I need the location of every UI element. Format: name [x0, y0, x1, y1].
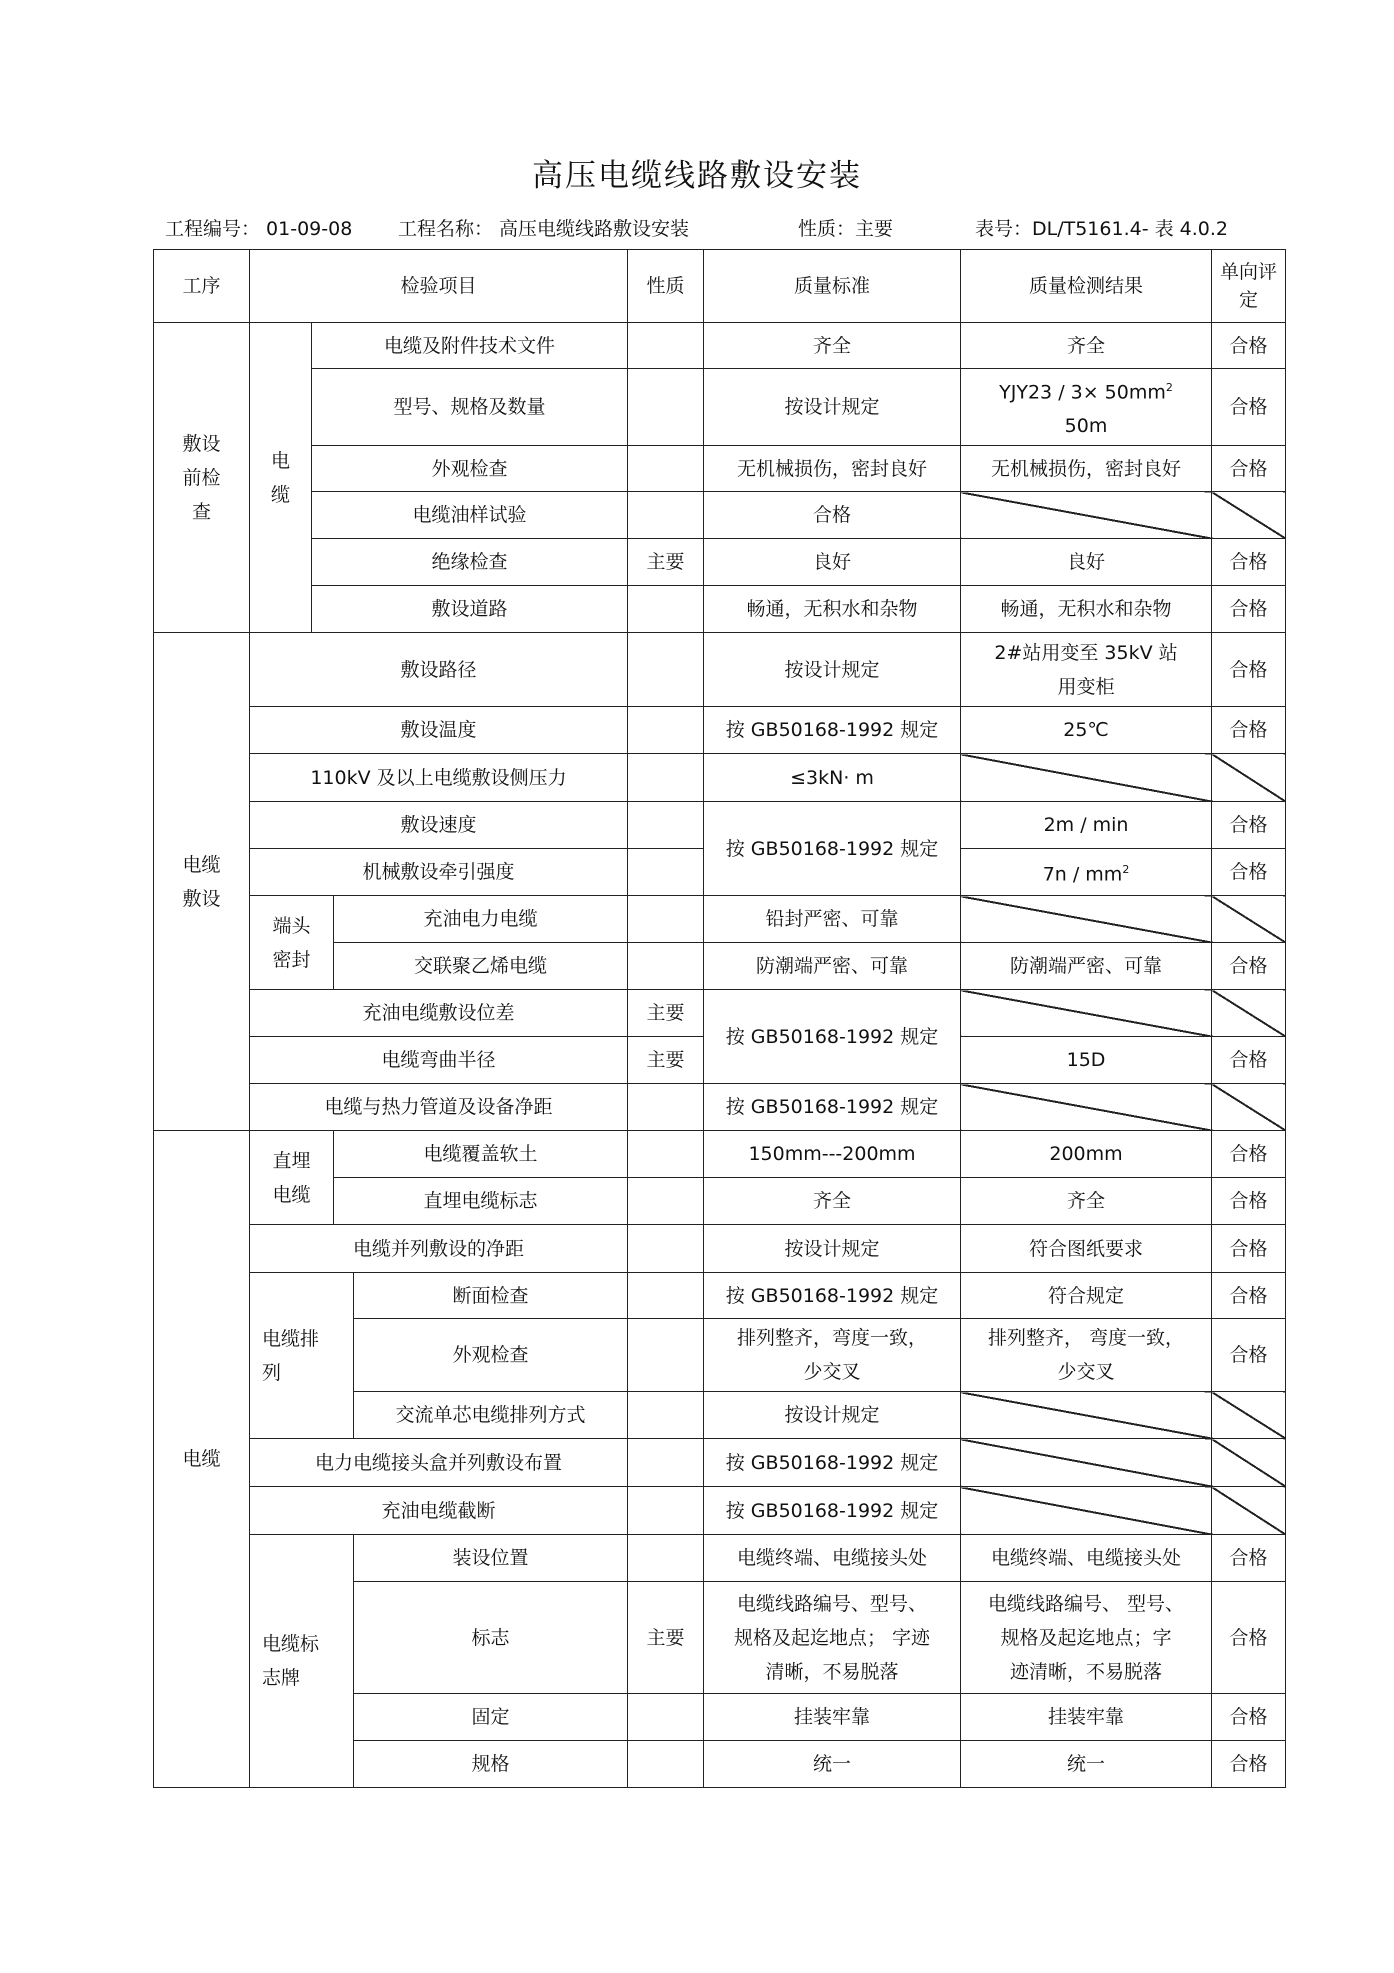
item-cell: 绝缘检查 — [312, 539, 628, 586]
item-cell: 外观检查 — [354, 1319, 628, 1392]
not-applicable-cell — [961, 896, 1212, 943]
item-cell: 电缆与热力管道及设备净距 — [250, 1084, 628, 1131]
standard-cell: 无机械损伤，密封良好 — [704, 446, 961, 492]
superscript: 2 — [1122, 863, 1130, 877]
nature-cell — [628, 1178, 704, 1225]
not-applicable-cell — [1212, 492, 1286, 539]
nature-cell — [628, 492, 704, 539]
table-row — [154, 1535, 1286, 1582]
standard-cell: 150mm---200mm — [704, 1131, 961, 1178]
result-cell — [961, 633, 1212, 707]
table-row — [154, 896, 1286, 943]
section-label: 电缆 — [154, 1131, 250, 1788]
standard-text: 电缆线路编号、型号、 — [737, 1592, 928, 1615]
result-cell: 统一 — [961, 1741, 1212, 1788]
item-cell: 交流单芯电缆排列方式 — [354, 1392, 628, 1439]
result-cell — [961, 849, 1212, 896]
rating-cell: 合格 — [1212, 1225, 1286, 1273]
result-cell — [961, 1319, 1212, 1392]
not-applicable-cell — [961, 990, 1212, 1037]
table-row — [154, 369, 1286, 446]
project-number: 工程编号： 01-09-08 — [165, 218, 353, 240]
item-cell: 电力电缆接头盒并列敷设布置 — [250, 1439, 628, 1487]
item-cell: 110kV 及以上电缆敷设侧压力 — [250, 754, 628, 802]
rating-cell: 合格 — [1212, 633, 1286, 707]
nature-cell — [628, 446, 704, 492]
subsection-label: 直埋电缆 — [250, 1131, 334, 1225]
nature-cell — [628, 1225, 704, 1273]
rating-cell: 合格 — [1212, 369, 1286, 446]
standard-cell: 合格 — [704, 492, 961, 539]
result-cell: 良好 — [961, 539, 1212, 586]
header-item: 检验项目 — [250, 250, 628, 323]
not-applicable-cell — [961, 1487, 1212, 1535]
header-nature: 性质 — [628, 250, 704, 323]
not-applicable-cell — [961, 492, 1212, 539]
header-process: 工序 — [154, 250, 250, 323]
table-row — [154, 633, 1286, 707]
result-text: 少交叉 — [1057, 1361, 1115, 1384]
not-applicable-cell — [1212, 990, 1286, 1037]
nature-cell — [628, 1694, 704, 1741]
standard-cell: 挂装牢靠 — [704, 1694, 961, 1741]
standard-cell — [704, 1582, 961, 1694]
standard-cell: 齐全 — [704, 1178, 961, 1225]
result-text: 规格及起迄地点；字 — [1000, 1626, 1172, 1649]
subsection-label: 端头密封 — [250, 896, 334, 990]
item-cell: 型号、规格及数量 — [312, 369, 628, 446]
result-cell: 无机械损伤，密封良好 — [961, 446, 1212, 492]
item-cell: 电缆并列敷设的净距 — [250, 1225, 628, 1273]
table-row — [154, 707, 1286, 754]
standard-cell: 按 GB50168-1992 规定 — [704, 990, 961, 1084]
nature-cell — [628, 1487, 704, 1535]
standard-cell: 按 GB50168-1992 规定 — [704, 1487, 961, 1535]
header-result: 质量检测结果 — [961, 250, 1212, 323]
page-title: 高压电缆线路敷设安装 — [532, 158, 862, 194]
item-cell: 充油电力电缆 — [334, 896, 628, 943]
result-text: 50m — [1064, 415, 1108, 438]
result-cell: 符合图纸要求 — [961, 1225, 1212, 1273]
nature-cell — [628, 1439, 704, 1487]
rating-cell: 合格 — [1212, 446, 1286, 492]
item-cell: 电缆覆盖软土 — [334, 1131, 628, 1178]
rating-cell: 合格 — [1212, 1178, 1286, 1225]
result-cell: 符合规定 — [961, 1273, 1212, 1319]
table-row — [154, 586, 1286, 633]
project-name: 工程名称： 高压电缆线路敷设安装 — [398, 218, 690, 240]
standard-cell: 铅封严密、可靠 — [704, 896, 961, 943]
item-cell: 充油电缆敷设位差 — [250, 990, 628, 1037]
result-cell: 15D — [961, 1037, 1212, 1084]
not-applicable-cell — [1212, 1392, 1286, 1439]
nature-cell — [628, 1535, 704, 1582]
item-cell: 固定 — [354, 1694, 628, 1741]
table-row — [154, 990, 1286, 1037]
standard-cell: 按 GB50168-1992 规定 — [704, 707, 961, 754]
item-cell: 敷设路径 — [250, 633, 628, 707]
item-cell: 电缆油样试验 — [312, 492, 628, 539]
rating-cell: 合格 — [1212, 943, 1286, 990]
table-row — [154, 1439, 1286, 1487]
result-cell: 200mm — [961, 1131, 1212, 1178]
standard-text: 清晰，不易脱落 — [765, 1660, 899, 1683]
not-applicable-cell — [1212, 1084, 1286, 1131]
section-label: 电缆敷设 — [154, 633, 250, 1131]
result-cell: 2m / min — [961, 802, 1212, 849]
superscript: 2 — [1165, 381, 1173, 394]
rating-cell: 合格 — [1212, 802, 1286, 849]
subsection-label: 电缆 — [250, 323, 312, 633]
standard-cell: 按 GB50168-1992 规定 — [704, 1439, 961, 1487]
table-row — [154, 539, 1286, 586]
result-text: YJY23 / 3× 50mm — [999, 381, 1166, 404]
nature-cell — [628, 896, 704, 943]
rating-cell: 合格 — [1212, 1741, 1286, 1788]
table-row — [154, 1273, 1286, 1319]
standard-cell: 畅通，无积水和杂物 — [704, 586, 961, 633]
not-applicable-cell — [961, 1392, 1212, 1439]
rating-cell: 合格 — [1212, 1131, 1286, 1178]
result-text: 用变柜 — [1057, 675, 1115, 698]
rating-cell: 合格 — [1212, 323, 1286, 369]
standard-text: 少交叉 — [803, 1361, 861, 1384]
nature-cell — [628, 1741, 704, 1788]
nature-cell — [628, 1084, 704, 1131]
table-row — [154, 802, 1286, 849]
nature-cell: 主要 — [628, 1582, 704, 1694]
not-applicable-cell — [961, 1084, 1212, 1131]
form-number: 表号：DL/T5161.4- 表 4.0.2 — [975, 218, 1228, 240]
nature-cell — [628, 1273, 704, 1319]
nature-cell: 主要 — [628, 990, 704, 1037]
item-cell: 直埋电缆标志 — [334, 1178, 628, 1225]
inspection-table — [153, 249, 1286, 1788]
rating-cell: 合格 — [1212, 707, 1286, 754]
standard-cell: 电缆终端、电缆接头处 — [704, 1535, 961, 1582]
table-row — [154, 492, 1286, 539]
item-cell: 机械敷设牵引强度 — [250, 849, 628, 896]
table-row — [154, 446, 1286, 492]
standard-cell: 按 GB50168-1992 规定 — [704, 802, 961, 896]
nature-cell — [628, 1392, 704, 1439]
nature-cell — [628, 323, 704, 369]
rating-cell: 合格 — [1212, 849, 1286, 896]
project-nature: 性质：主要 — [798, 218, 894, 240]
item-cell: 电缆及附件技术文件 — [312, 323, 628, 369]
not-applicable-cell — [1212, 896, 1286, 943]
not-applicable-cell — [1212, 1439, 1286, 1487]
result-cell: 齐全 — [961, 323, 1212, 369]
nature-cell — [628, 943, 704, 990]
item-cell: 装设位置 — [354, 1535, 628, 1582]
table-row — [154, 1084, 1286, 1131]
header-rating: 单向评定 — [1212, 250, 1286, 323]
nature-cell: 主要 — [628, 539, 704, 586]
table-row — [154, 1131, 1286, 1178]
nature-cell — [628, 369, 704, 446]
nature-cell — [628, 754, 704, 802]
rating-cell: 合格 — [1212, 1582, 1286, 1694]
standard-cell: 按设计规定 — [704, 369, 961, 446]
result-text: 7n / mm — [1042, 863, 1123, 886]
result-cell — [961, 1582, 1212, 1694]
nature-cell — [628, 1319, 704, 1392]
rating-cell: 合格 — [1212, 1694, 1286, 1741]
standard-cell: 按 GB50168-1992 规定 — [704, 1273, 961, 1319]
not-applicable-cell — [1212, 1487, 1286, 1535]
table-row — [154, 754, 1286, 802]
standard-text: 规格及起迄地点； 字迹 — [733, 1626, 931, 1649]
standard-cell: 按设计规定 — [704, 1225, 961, 1273]
item-cell: 外观检查 — [312, 446, 628, 492]
nature-cell — [628, 707, 704, 754]
result-cell: 齐全 — [961, 1178, 1212, 1225]
item-cell: 敷设道路 — [312, 586, 628, 633]
result-cell: 防潮端严密、可靠 — [961, 943, 1212, 990]
standard-cell: 按设计规定 — [704, 1392, 961, 1439]
item-cell: 交联聚乙烯电缆 — [334, 943, 628, 990]
result-text: 排列整齐， 弯度一致， — [987, 1327, 1185, 1350]
nature-cell — [628, 1131, 704, 1178]
nature-cell — [628, 586, 704, 633]
standard-cell: 统一 — [704, 1741, 961, 1788]
table-row — [154, 323, 1286, 369]
standard-cell: 良好 — [704, 539, 961, 586]
subsection-label: 电缆排列 — [250, 1273, 354, 1439]
item-cell: 敷设温度 — [250, 707, 628, 754]
result-cell — [961, 369, 1212, 446]
standard-cell: 按 GB50168-1992 规定 — [704, 1084, 961, 1131]
item-cell: 规格 — [354, 1741, 628, 1788]
result-cell: 挂装牢靠 — [961, 1694, 1212, 1741]
table-row — [154, 1487, 1286, 1535]
nature-cell: 主要 — [628, 1037, 704, 1084]
result-text: 2#站用变至 35kV 站 — [994, 641, 1178, 664]
standard-cell: ≤3kN· m — [704, 754, 961, 802]
not-applicable-cell — [961, 1439, 1212, 1487]
nature-cell — [628, 633, 704, 707]
subsection-label: 电缆标志牌 — [250, 1535, 354, 1788]
header-row — [154, 250, 1286, 323]
standard-cell — [704, 1319, 961, 1392]
result-text: 电缆线路编号、 型号、 — [987, 1592, 1185, 1615]
nature-cell — [628, 802, 704, 849]
rating-cell: 合格 — [1212, 1319, 1286, 1392]
result-text: 迹清晰，不易脱落 — [1010, 1660, 1163, 1683]
standard-text: 排列整齐，弯度一致， — [737, 1327, 928, 1350]
section-label: 敷设前检查 — [154, 323, 250, 633]
rating-cell: 合格 — [1212, 586, 1286, 633]
result-cell: 25℃ — [961, 707, 1212, 754]
standard-cell: 齐全 — [704, 323, 961, 369]
standard-cell: 防潮端严密、可靠 — [704, 943, 961, 990]
result-cell: 畅通，无积水和杂物 — [961, 586, 1212, 633]
nature-cell — [628, 849, 704, 896]
result-cell: 电缆终端、电缆接头处 — [961, 1535, 1212, 1582]
standard-cell: 按设计规定 — [704, 633, 961, 707]
item-cell: 电缆弯曲半径 — [250, 1037, 628, 1084]
item-cell: 充油电缆截断 — [250, 1487, 628, 1535]
rating-cell: 合格 — [1212, 1535, 1286, 1582]
table-row — [154, 1225, 1286, 1273]
not-applicable-cell — [1212, 754, 1286, 802]
item-cell: 敷设速度 — [250, 802, 628, 849]
header-standard: 质量标准 — [704, 250, 961, 323]
rating-cell: 合格 — [1212, 539, 1286, 586]
rating-cell: 合格 — [1212, 1037, 1286, 1084]
item-cell: 断面检查 — [354, 1273, 628, 1319]
rating-cell: 合格 — [1212, 1273, 1286, 1319]
not-applicable-cell — [961, 754, 1212, 802]
item-cell: 标志 — [354, 1582, 628, 1694]
